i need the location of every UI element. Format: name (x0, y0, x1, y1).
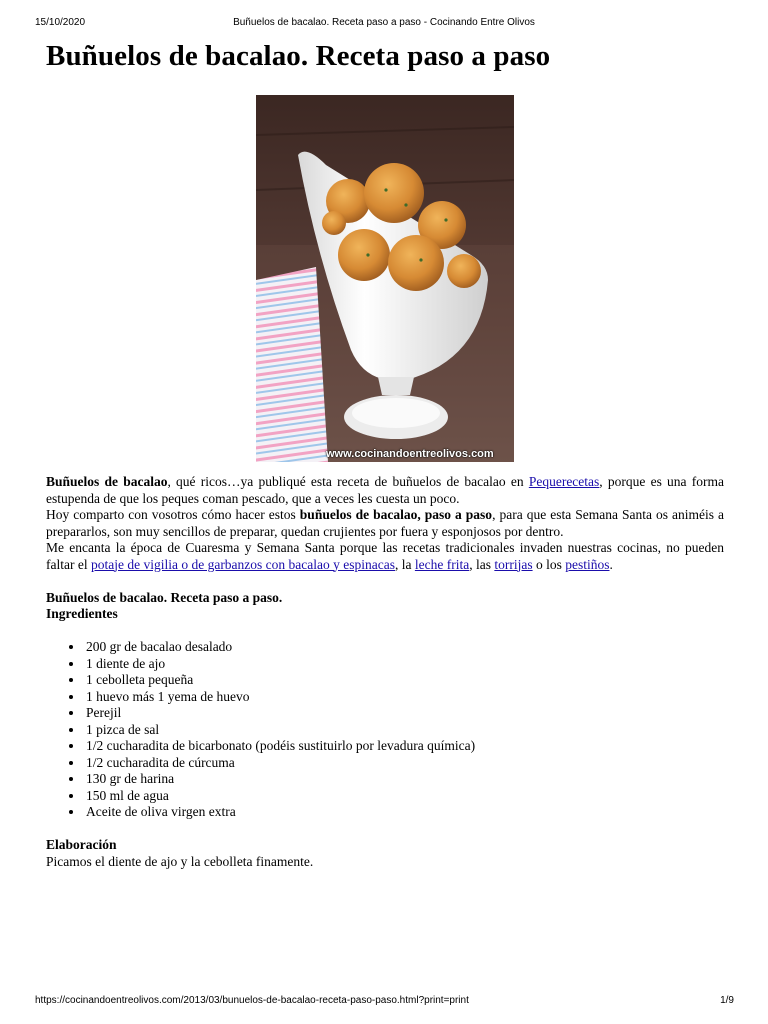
link-pequerecetas[interactable]: Pequerecetas (528, 474, 600, 489)
ingredients-list (46, 639, 724, 821)
article-body (46, 474, 724, 870)
intro-text: , las (469, 556, 495, 572)
ingredients-heading: Ingredientes (46, 606, 118, 621)
list-item: • 130 gr de harina (84, 771, 724, 788)
intro-paragraph-1 (46, 474, 724, 507)
list-item: • 1 pizca de sal (84, 722, 724, 739)
list-item: • Perejil (84, 705, 724, 722)
elaboration-text: Picamos el diente de ajo y la cebolleta finamente. (46, 853, 314, 869)
list-item: • 1 cebolleta pequeña (84, 672, 724, 689)
intro-text: Hoy comparto con vosotros cómo hacer estos (46, 507, 300, 522)
print-page-number: 1/9 (720, 995, 734, 1006)
link-torrijas[interactable]: torrijas (494, 556, 533, 572)
list-item: • Aceite de oliva virgen extra (84, 804, 724, 821)
print-url: https://cocinandoentreolivos.com/2013/03/bunuelos-de-bacalao-receta-paso-paso.html?print=print (35, 995, 469, 1006)
article-title: Buñuelos de bacalao. Receta paso a paso (46, 40, 551, 72)
list-item: • 150 ml de agua (84, 788, 724, 805)
elaboration-heading: Elaboración (46, 837, 117, 852)
intro-text: . (609, 556, 613, 572)
intro-paragraph-2 (46, 507, 724, 540)
link-pestinos[interactable]: pestiños (565, 556, 610, 572)
print-page-title: Buñuelos de bacalao. Receta paso a paso - Cocinando Entre Olivos (233, 17, 535, 28)
intro-text: , qué ricos…ya publiqué esta receta de buñuelos de bacalao en (167, 474, 529, 489)
intro-bold: Buñuelos de bacalao (46, 474, 168, 489)
intro-paragraph-3 (46, 540, 724, 573)
intro-text: , para que esta Semana Santa os animéis a prepararlos, son muy sencillos de preparar, quedan crujientes por fuera y esponjosos por dentro. (46, 507, 724, 539)
list-item: • 1 diente de ajo (84, 656, 724, 673)
link-leche-frita[interactable]: leche frita (414, 556, 470, 572)
intro-text: , la (395, 556, 415, 572)
recipe-heading: Buñuelos de bacalao. Receta paso a paso. (46, 589, 283, 605)
print-date: 15/10/2020 (35, 17, 86, 28)
intro-text: , porque es una forma estupenda de que los peques coman pescado, que a veces les cuesta un poco. (46, 474, 724, 506)
list-item: • 1/2 cucharadita de bicarbonato (podéis sustituirlo por levadura química) (84, 738, 724, 755)
intro-text: Me encanta la época de Cuaresma y Semana Santa porque las recetas tradicionales invaden nuestras cocinas, no pueden faltar el (46, 540, 724, 572)
list-item: • 1/2 cucharadita de cúrcuma (84, 755, 724, 772)
link-potaje[interactable]: potaje de vigilia o de garbanzos con bacalao y espinacas (90, 556, 395, 572)
recipe-photo (256, 95, 514, 462)
intro-bold: buñuelos de bacalao, paso a paso (299, 507, 493, 522)
intro-text: o los (532, 556, 566, 572)
list-item: • 1 huevo más 1 yema de huevo (84, 689, 724, 706)
list-item: • 200 gr de bacalao desalado (84, 639, 724, 656)
image-watermark: www.cocinandoentreolivos.com (326, 448, 494, 460)
